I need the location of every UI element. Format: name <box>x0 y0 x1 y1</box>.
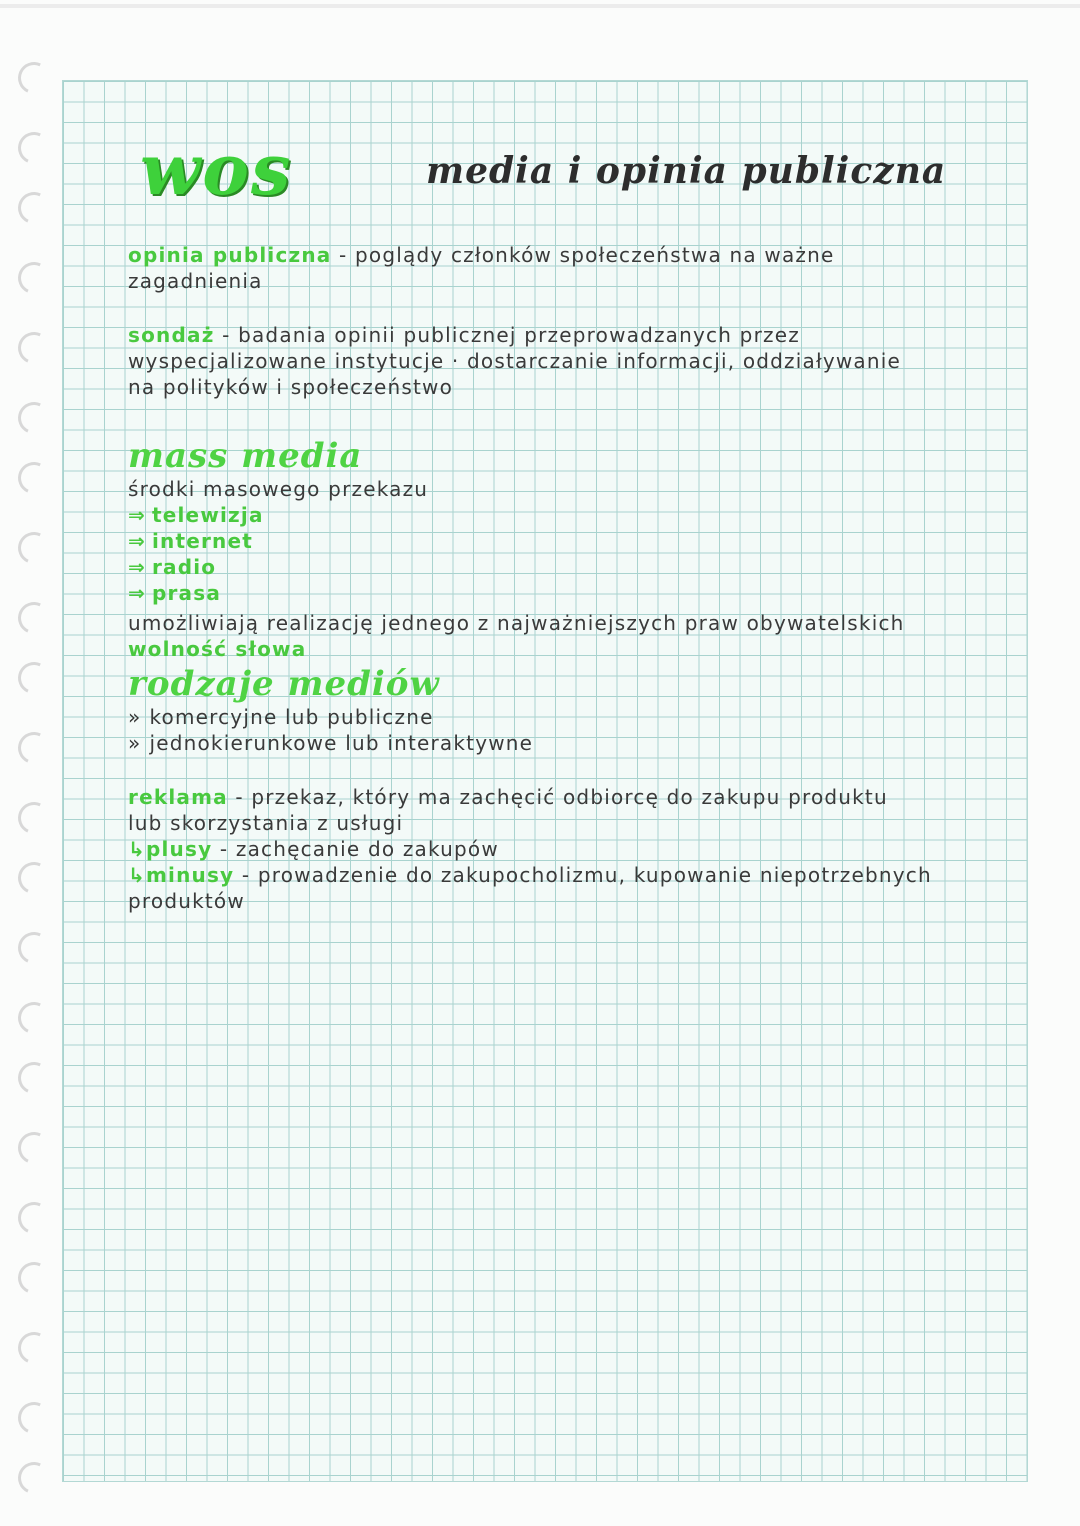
section-sondaz <box>128 322 998 400</box>
definition-line: lub skorzystania z usługi <box>128 811 404 835</box>
definition-line <box>128 242 998 268</box>
term-wolnosc-slowa: wolność słowa <box>128 637 307 661</box>
arrow-icon: ⇒ <box>128 581 146 605</box>
definition-line: produktów <box>128 889 245 913</box>
list-item: ⇒ radio <box>128 555 217 579</box>
definition-line: wyspecjalizowane instytucje · dostarczanie informacji, oddziaływanie <box>128 349 902 373</box>
heading-mass-media: mass media <box>128 436 363 476</box>
definition-line: na polityków i społeczeństwo <box>128 375 454 399</box>
list-item: » jednokierunkowe lub interaktywne <box>128 731 534 755</box>
sub-arrow-icon: ↳ <box>128 837 146 861</box>
note-term-line <box>128 636 998 662</box>
list-item: ⇒ internet <box>128 529 254 553</box>
section-reklama <box>128 784 998 914</box>
page-title: media i opinia publiczna <box>426 150 947 192</box>
term-plusy: plusy <box>145 837 213 861</box>
heading-rodzaje: rodzaje mediów <box>128 664 440 704</box>
term-reklama: reklama <box>128 785 228 809</box>
definition-line: zagadnienia <box>128 269 263 293</box>
term-opinia: opinia publiczna <box>128 243 332 267</box>
double-chevron-icon: » <box>128 705 142 729</box>
arrow-icon: ⇒ <box>128 529 146 553</box>
double-chevron-icon: » <box>128 731 142 755</box>
subject-logo: wos <box>140 128 293 211</box>
term-sondaz: sondaż <box>128 323 215 347</box>
list-item: ⇒ telewizja <box>128 503 264 527</box>
term-minusy: minusy <box>145 863 235 887</box>
section-opinia <box>128 242 998 294</box>
section-mass-media <box>128 436 998 662</box>
mass-media-description: środki masowego przekazu <box>128 477 429 501</box>
definition-text: - badania opinii publicznej przeprowadzanych przez <box>222 323 800 347</box>
page-header <box>130 128 990 218</box>
mass-media-note: umożliwiają realizację jednego z najważniejszych praw obywatelskich <box>128 611 905 635</box>
sub-arrow-icon: ↳ <box>128 863 146 887</box>
plusy-line: ↳plusy - zachęcanie do zakupów <box>128 837 499 861</box>
definition-line: reklama - przekaz, który ma zachęcić odbiorcę do zakupu produktu <box>128 785 888 809</box>
definition-text: - poglądy członków społeczeństwa na ważne <box>339 243 835 267</box>
list-item: » komercyjne lub publiczne <box>128 705 434 729</box>
list-item: ⇒ prasa <box>128 581 222 605</box>
arrow-icon: ⇒ <box>128 503 146 527</box>
section-rodzaje <box>128 664 998 756</box>
minusy-line: ↳minusy - prowadzenie do zakupocholizmu, kupowanie niepotrzebnych <box>128 863 932 887</box>
definition-line <box>128 322 998 348</box>
arrow-icon: ⇒ <box>128 555 146 579</box>
